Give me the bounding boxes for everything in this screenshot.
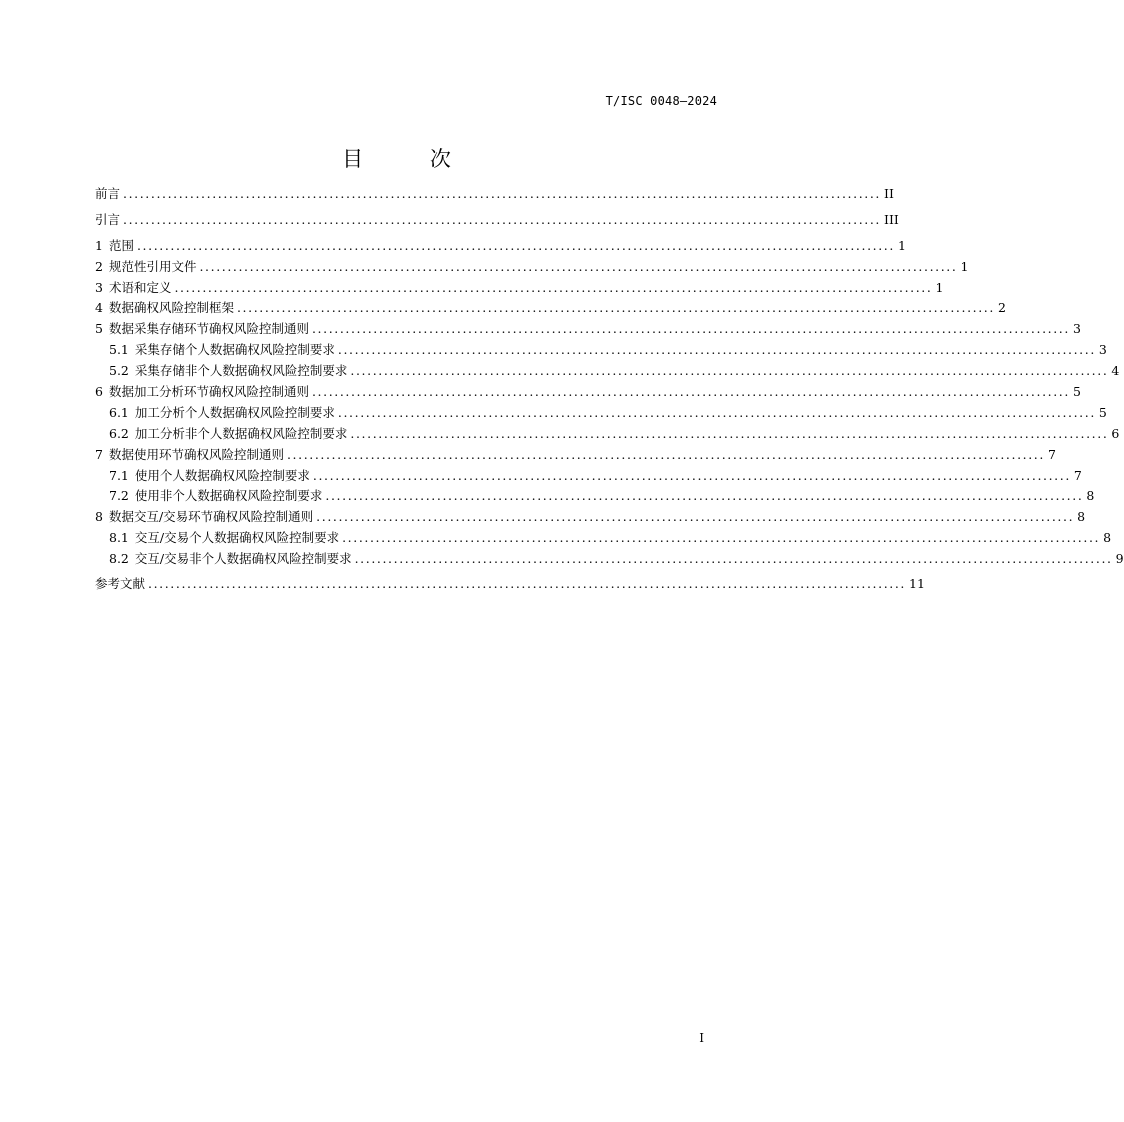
toc-entry-title: 前言: [95, 186, 121, 201]
toc-entry-number: 7: [95, 446, 103, 462]
toc-entry-page: 1: [960, 258, 969, 274]
toc-entry-page: 8: [1077, 509, 1086, 525]
toc-entry-title: 数据确权风险控制框架: [108, 300, 234, 316]
toc-entry-title: 数据交互/交易环节确权风险控制通则: [108, 509, 314, 525]
toc-entry-8-2[interactable]: [95, 549, 1124, 570]
toc-entry-8-1[interactable]: [95, 528, 1112, 549]
toc-entry-number: 5: [95, 321, 103, 337]
dot-leader: ........................................................................................................................................: [337, 404, 1096, 420]
dot-leader: ........................................................................................................................................: [311, 384, 1070, 400]
toc-entry-number: 7.1: [109, 467, 129, 483]
dot-leader: ........................................................................................................................................: [148, 576, 906, 592]
toc-entry-page: 6: [1111, 425, 1120, 441]
toc-entry-number: 6.2: [109, 425, 129, 441]
toc-entry-5-1[interactable]: [95, 340, 1107, 361]
toc-entry-page: 1: [897, 237, 906, 253]
toc-entry-page: 7: [1073, 467, 1082, 483]
toc-entry-page: 1: [935, 279, 944, 295]
dot-leader: ........................................................................................................................................: [236, 300, 995, 316]
dot-leader: ........................................................................................................................................: [312, 467, 1071, 483]
toc-entry-title: 使用非个人数据确权风险控制要求: [134, 488, 323, 504]
toc-title: 目 次: [342, 147, 481, 171]
toc-entry-7[interactable]: [95, 445, 1056, 466]
dot-leader: ........................................................................................................................................: [286, 446, 1045, 462]
toc-entry-number: 6: [95, 384, 103, 400]
toc-entry-title: 采集存储个人数据确权风险控制要求: [134, 342, 335, 358]
toc-entry-page: 2: [997, 300, 1006, 316]
toc-entry-title: 参考文献: [95, 576, 146, 592]
toc-entry-foreword[interactable]: [95, 184, 894, 205]
dot-leader: ........................................................................................................................................: [354, 551, 1113, 567]
dot-leader: ........................................................................................................................................: [136, 237, 895, 253]
dot-leader: ........................................................................................................................................: [350, 425, 1109, 441]
toc-entry-page: 8: [1086, 488, 1095, 504]
toc-entry-8[interactable]: [95, 507, 1086, 528]
toc-entry-title: 数据加工分析环节确权风险控制通则: [108, 384, 309, 400]
toc-entry-number: 8: [95, 509, 103, 525]
toc-entry-number: 7.2: [109, 488, 129, 504]
toc-entry-4[interactable]: [95, 298, 1006, 319]
toc-entry-number: 1: [95, 237, 103, 253]
toc-entry-2[interactable]: [95, 257, 969, 278]
dot-leader: ........................................................................................................................................: [316, 509, 1075, 525]
dot-leader: ........................................................................................................................................: [325, 488, 1084, 504]
toc-entry-title: 采集存储非个人数据确权风险控制要求: [134, 363, 348, 379]
toc-entry-page: 5: [1098, 404, 1107, 420]
page-number: I: [699, 1031, 704, 1045]
toc-entry-number: 5.1: [109, 342, 129, 358]
toc-entry-1[interactable]: [95, 236, 906, 257]
toc-entry-7-1[interactable]: [95, 466, 1082, 487]
toc-entry-6[interactable]: [95, 382, 1081, 403]
toc-entry-page: 3: [1098, 342, 1107, 358]
toc-entry-6-2[interactable]: [95, 424, 1120, 445]
toc-entry-references[interactable]: [95, 574, 925, 595]
table-of-contents: [95, 184, 1124, 595]
toc-entry-page: II: [884, 186, 894, 201]
toc-entry-number: 3: [95, 279, 103, 295]
toc-entry-5-2[interactable]: [95, 361, 1120, 382]
toc-entry-page: III: [884, 211, 899, 227]
toc-entry-page: 8: [1103, 530, 1112, 546]
toc-entry-3[interactable]: [95, 278, 944, 299]
toc-entry-title: 范围: [108, 237, 134, 253]
toc-entry-5[interactable]: [95, 319, 1081, 340]
dot-leader: ........................................................................................................................................: [337, 342, 1096, 358]
toc-entry-title: 加工分析非个人数据确权风险控制要求: [134, 425, 348, 441]
dot-leader: ........................................................................................................................................: [350, 363, 1109, 379]
toc-entry-introduction[interactable]: [95, 210, 899, 231]
toc-entry-page: 7: [1047, 446, 1056, 462]
toc-entry-page: 11: [909, 576, 925, 592]
toc-entry-title: 规范性引用文件: [108, 258, 197, 274]
toc-entry-number: 2: [95, 258, 103, 274]
toc-entry-title: 数据采集存储环节确权风险控制通则: [108, 321, 309, 337]
dot-leader: ........................................................................................................................................: [342, 530, 1101, 546]
toc-entry-page: 4: [1111, 363, 1120, 379]
toc-entry-number: 8.1: [109, 530, 129, 546]
toc-entry-number: 6.1: [109, 404, 129, 420]
toc-entry-page: 5: [1072, 384, 1081, 400]
toc-entry-7-2[interactable]: [95, 486, 1095, 507]
toc-entry-title: 交互/交易非个人数据确权风险控制要求: [134, 551, 352, 567]
toc-entry-title: 交互/交易个人数据确权风险控制要求: [134, 530, 340, 546]
toc-entry-title: 术语和定义: [108, 279, 172, 295]
toc-entry-title: 数据使用环节确权风险控制通则: [108, 446, 284, 462]
toc-entry-6-1[interactable]: [95, 403, 1107, 424]
toc-entry-number: 4: [95, 300, 103, 316]
toc-entry-page: 3: [1072, 321, 1081, 337]
toc-entry-title: 引言: [95, 211, 121, 227]
dot-leader: ........................................................................................................................................: [174, 279, 933, 295]
toc-entry-number: 5.2: [109, 363, 129, 379]
toc-entry-number: 8.2: [109, 551, 129, 567]
dot-leader: ........................................................................................................................................: [199, 258, 958, 274]
toc-entry-page: 9: [1115, 551, 1124, 567]
dot-leader: ........................................................................................................................................: [123, 211, 881, 227]
document-code: T/ISC 0048—2024: [605, 94, 717, 108]
toc-entry-title: 使用个人数据确权风险控制要求: [134, 467, 310, 483]
dot-leader: ........................................................................................................................................: [311, 321, 1070, 337]
toc-entry-title: 加工分析个人数据确权风险控制要求: [134, 404, 335, 420]
dot-leader: ........................................................................................................................................: [123, 186, 881, 201]
